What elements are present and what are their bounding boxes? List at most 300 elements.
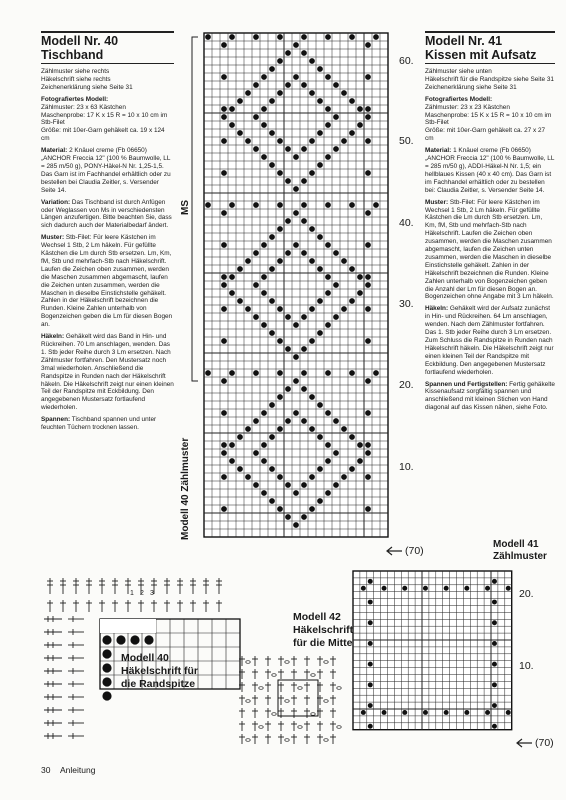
filled-cell-dot <box>253 114 259 120</box>
filled-cell-dot <box>261 154 267 160</box>
chain-symbol <box>324 700 328 703</box>
filled-cell-dot <box>485 710 490 715</box>
chart-41-subtitle: Zählmuster <box>493 551 547 562</box>
left-spannen-label: Spannen: <box>41 416 71 424</box>
left-muster-label: Muster: <box>41 234 65 242</box>
filled-cell-dot <box>444 710 449 715</box>
filled-cell-dot <box>309 258 315 264</box>
filled-cell-dot <box>221 210 227 216</box>
filled-cell-dot <box>277 506 283 512</box>
filled-cell-dot <box>309 170 315 176</box>
filled-cell-dot <box>277 58 283 64</box>
page-number: 30 <box>41 765 51 775</box>
filled-cell-dot <box>368 724 373 729</box>
filled-cell-dot <box>492 662 497 667</box>
left-spannen-text: Tischband spannen und unter feuchten Tüchern trocknen lassen. <box>41 416 157 432</box>
chain-symbol <box>337 687 341 690</box>
chart-40-row-label-10: 10. <box>399 461 414 473</box>
filled-cell-dot <box>349 298 355 304</box>
right-muster-text: Stb-Filet: Für leere Kästchen im Wechsel 1 Stb, 2 Lm häkeln. Für gefüllte Kästchen die Lm durch Stb ersetzen. Lm, Km, fM, Stb und mehrfach-Stb nach Häkelschrift. Laufen die Zeichen oben zusammen, werden die Maschen zusammen abgemascht, laufen die Zeichen unten zusammen, werden die Maschen in dieselbe Einstichstelle gehäkelt. Zahlen in der Häkelschrift bezeichnen die Runden. Kleine Zahlen unterhalb von Bogenzeichen geben die Anzahl der Lm für diesen Bogen an. Bogenzeichen ohne Angabe mit 3 Lm häkeln. <box>425 198 554 301</box>
filled-cell-dot <box>221 74 227 80</box>
filled-cell-dot <box>325 322 331 328</box>
filled-cell-dot <box>506 586 511 591</box>
chart-40-vertical-label: Modell 40 Zählmuster <box>180 437 191 540</box>
filled-cell-dot <box>368 641 373 646</box>
filled-cell-dot <box>237 466 243 472</box>
filled-cell-dot <box>301 418 307 424</box>
filled-cell-dot <box>269 402 275 408</box>
left-photo-heading: Fotografiertes Modell: <box>41 95 109 103</box>
filled-cell-dot <box>269 498 275 504</box>
filled-cell-dot <box>325 202 331 208</box>
filled-cell-dot <box>349 266 355 272</box>
filled-cell-dot <box>333 482 339 488</box>
filled-cell-dot <box>301 514 307 520</box>
filled-cell-dot <box>368 620 373 625</box>
filled-cell-dot <box>277 370 283 376</box>
filled-cell-dot <box>368 579 373 584</box>
filled-cell-dot <box>357 274 363 280</box>
chart-40-row-label-60: 60. <box>399 55 414 67</box>
filled-cell-dot <box>253 450 259 456</box>
filled-cell-dot <box>277 202 283 208</box>
filled-cell-dot <box>221 338 227 344</box>
filled-cell-dot <box>341 258 347 264</box>
filled-cell-dot <box>301 386 307 392</box>
filled-cell-dot <box>309 226 315 232</box>
filled-cell-dot <box>506 710 511 715</box>
filled-cell-dot <box>317 298 323 304</box>
middle-42-diagram <box>238 650 348 750</box>
filled-cell-dot <box>333 314 339 320</box>
filled-cell-dot <box>365 378 371 384</box>
left-material-text: 2 Knäuel creme (Fb 06650) „ANCHOR Freccia 12" (100 % Baumwolle, LL = 285 m/50 g), PONY-Häkel-N Nr. 1,25-1,5. Das Garn ist im Fachhandel erhältlich oder zu bestellen bei Claudia Zeitler, s. Versender Seite 14. <box>41 147 171 194</box>
filled-cell-dot <box>325 154 331 160</box>
footer-section: Anleitung <box>60 765 96 775</box>
filled-cell-dot <box>325 106 331 112</box>
chart-41-grid <box>353 571 513 731</box>
filled-cell-dot <box>464 710 469 715</box>
edging-40-round-3: 3 <box>150 590 154 597</box>
right-intro-1: Zählmuster siehe unten <box>425 68 492 75</box>
filled-cell-dot <box>365 506 371 512</box>
left-title: Modell Nr. 40 <box>41 34 119 48</box>
left-variation-label: Variation: <box>41 198 71 206</box>
right-intro-3: Zeichenerklärung siehe Seite 31 <box>425 83 517 91</box>
middle-42-subtitle-1: Häkelschrift <box>293 624 354 636</box>
filled-cell-dot <box>269 466 275 472</box>
chain-symbol <box>259 687 263 690</box>
filled-cell-dot <box>277 306 283 312</box>
filled-cell-dot <box>365 210 371 216</box>
left-instructions <box>41 68 174 436</box>
left-photo-line-2: Maschenprobe: 17 K x 15 R = 10 x 10 cm im Stb-Filet <box>41 111 168 127</box>
filled-cell-dot <box>269 298 275 304</box>
filled-cell-dot <box>365 306 371 312</box>
filled-cell-dot <box>269 266 275 272</box>
filled-cell-dot <box>325 410 331 416</box>
filled-cell-dot <box>285 218 291 224</box>
filled-cell-dot <box>492 620 497 625</box>
filled-cell-dot <box>253 370 259 376</box>
right-haekeln-text: Gehäkelt wird der Aufsatz zunächst in Hin- und Rückreihen. 64 Lm anschlagen, wenden. Nach dem Zählmuster fortfahren. Das 1. Stb jeder Reihe durch 3 Lm ersetzen. Zum Schluss die Randspitze in Runden nach Häkelschrift häkeln. Die Häkelschrift zeigt nur einen kleinen Teil der Randspitze mit Eckbildung. Den angegebenen Mustersatz fortlaufend wiederholen. <box>425 305 554 376</box>
filled-cell-dot <box>221 506 227 512</box>
filled-cell-dot <box>293 154 299 160</box>
filled-cell-dot <box>285 346 291 352</box>
filled-cell-dot <box>285 386 291 392</box>
chain-symbol <box>246 739 250 742</box>
filled-cell-dot <box>229 442 235 448</box>
filled-cell-dot <box>293 354 299 360</box>
filled-cell-dot <box>301 146 307 152</box>
filled-cell-dot <box>317 466 323 472</box>
filled-cell-dot <box>325 122 331 128</box>
filled-cell-dot <box>373 202 379 208</box>
filled-cell-dot <box>269 66 275 72</box>
chain-symbol <box>311 713 315 716</box>
filled-cell-dot <box>301 314 307 320</box>
filled-cell-dot <box>485 586 490 591</box>
filled-cell-dot <box>277 34 283 40</box>
chain-symbol <box>298 726 302 729</box>
filled-cell-dot <box>349 370 355 376</box>
filled-cell-dot <box>349 130 355 136</box>
chart-40-row-label-50: 50. <box>399 135 414 147</box>
filled-cell-dot <box>368 703 373 708</box>
filled-cell-dot <box>245 426 251 432</box>
right-title: Modell Nr. 41 <box>425 34 503 48</box>
filled-cell-dot <box>382 710 387 715</box>
edging-40-subtitle-1: Häkelschrift für <box>121 665 199 677</box>
filled-cell-dot <box>285 146 291 152</box>
filled-cell-dot <box>357 442 363 448</box>
chain-symbol <box>311 674 315 677</box>
filled-cell-dot <box>277 138 283 144</box>
chart-41-start-arrow <box>514 737 534 749</box>
filled-cell-dot <box>492 724 497 729</box>
filled-cell-dot <box>365 338 371 344</box>
filled-cell-dot <box>245 474 251 480</box>
filled-cell-dot <box>253 146 259 152</box>
middle-42-subtitle-2: für die Mitte <box>293 637 353 649</box>
left-subtitle-rule <box>41 63 174 64</box>
filled-cell-dot <box>373 34 379 40</box>
chart-40-start-label: (70) <box>405 545 424 557</box>
chain-symbol <box>285 700 289 703</box>
filled-cell-dot <box>293 74 299 80</box>
filled-cell-dot <box>333 250 339 256</box>
filled-cell-dot <box>361 586 366 591</box>
filled-cell-dot <box>365 474 371 480</box>
filled-cell-dot <box>285 314 291 320</box>
edging-filled-dot <box>102 663 111 672</box>
filled-cell-dot <box>333 114 339 120</box>
edging-40-round-2: 2 <box>140 590 144 597</box>
filled-cell-dot <box>221 138 227 144</box>
filled-cell-dot <box>357 458 363 464</box>
chain-symbol <box>324 661 328 664</box>
filled-cell-dot <box>317 434 323 440</box>
right-material-label: Material: <box>425 147 452 155</box>
filled-cell-dot <box>221 282 227 288</box>
left-haekeln-text: Gehäkelt wird das Band in Hin- und Rückreihen. 70 Lm anschlagen, wenden. Das 1. Stb jeder Reihe durch 3 Lm ersetzen. Nach Zählmuster fortfahren. Den Mustersatz noch 3mal wiederholen. Anschließend die Randspitze in Runden nach der Häkelschrift häkeln. Die Häkelschrift zeigt nur einen kleinen Teil der Randspitze mit Eckbildung. Den angegebenen Mustersatz fortlaufend wiederholen. <box>41 333 174 412</box>
filled-cell-dot <box>285 82 291 88</box>
filled-cell-dot <box>464 586 469 591</box>
filled-cell-dot <box>261 458 267 464</box>
edging-40-subtitle-2: die Randspitze <box>121 678 196 690</box>
filled-cell-dot <box>269 434 275 440</box>
chart-41-start-label: (70) <box>535 737 554 749</box>
filled-cell-dot <box>357 290 363 296</box>
chain-symbol <box>272 713 276 716</box>
filled-cell-dot <box>237 298 243 304</box>
filled-cell-dot <box>325 274 331 280</box>
filled-cell-dot <box>261 290 267 296</box>
filled-cell-dot <box>365 282 371 288</box>
filled-cell-dot <box>301 202 307 208</box>
right-spannen-text: Fertig gehäkelte Kissenaufsatz sorgfältig spannen und anschließend mit kleinen Stichen von Hand diagonal auf das Kissen nähen, siehe Foto. <box>425 380 555 412</box>
filled-cell-dot <box>285 514 291 520</box>
filled-cell-dot <box>245 138 251 144</box>
filled-cell-dot <box>325 458 331 464</box>
filled-cell-dot <box>361 710 366 715</box>
filled-cell-dot <box>341 138 347 144</box>
filled-cell-dot <box>253 482 259 488</box>
filled-cell-dot <box>261 74 267 80</box>
right-instructions <box>425 68 555 416</box>
filled-cell-dot <box>368 682 373 687</box>
filled-cell-dot <box>293 378 299 384</box>
filled-cell-dot <box>365 42 371 48</box>
filled-cell-dot <box>423 586 428 591</box>
chart-40-ms-bracket <box>190 36 200 386</box>
edging-filled-dot <box>116 635 125 644</box>
chart-40-row-label-20: 20. <box>399 379 414 391</box>
filled-cell-dot <box>325 242 331 248</box>
left-haekeln-label: Häkeln: <box>41 333 65 341</box>
filled-cell-dot <box>229 106 235 112</box>
filled-cell-dot <box>229 122 235 128</box>
filled-cell-dot <box>382 586 387 591</box>
chart-40-ms-label: MS <box>180 200 191 215</box>
filled-cell-dot <box>285 178 291 184</box>
filled-cell-dot <box>221 306 227 312</box>
filled-cell-dot <box>492 641 497 646</box>
filled-cell-dot <box>301 370 307 376</box>
filled-cell-dot <box>293 322 299 328</box>
filled-cell-dot <box>309 138 315 144</box>
filled-cell-dot <box>444 586 449 591</box>
filled-cell-dot <box>365 242 371 248</box>
filled-cell-dot <box>205 370 211 376</box>
filled-cell-dot <box>365 114 371 120</box>
filled-cell-dot <box>301 482 307 488</box>
edging-filled-dot <box>102 649 111 658</box>
filled-cell-dot <box>253 314 259 320</box>
chain-symbol <box>259 726 263 729</box>
filled-cell-dot <box>205 34 211 40</box>
filled-cell-dot <box>229 274 235 280</box>
filled-cell-dot <box>253 82 259 88</box>
right-material-text: 1 Knäuel creme (Fb 06650) „ANCHOR Freccia 12" (100 % Baumwolle, LL = 285 m/50 g), ADDI-Häkel-N Nr. 1,5; ein hellblaues Kissen (40 x 40 cm). Das Garn ist im Fachhandel erhältlich oder zu bestellen bei: Claudia Zeitler, s. Versender Seite 14. <box>425 147 555 194</box>
filled-cell-dot <box>293 186 299 192</box>
filled-cell-dot <box>365 442 371 448</box>
right-photo-heading: Fotografiertes Modell: <box>425 95 493 103</box>
edging-blank <box>100 619 156 633</box>
filled-cell-dot <box>492 600 497 605</box>
filled-cell-dot <box>221 242 227 248</box>
filled-cell-dot <box>285 50 291 56</box>
edging-filled-dot <box>130 635 139 644</box>
chart-40-start-arrow <box>384 545 404 557</box>
filled-cell-dot <box>341 306 347 312</box>
edging-filled-dot <box>102 677 111 686</box>
filled-cell-dot <box>277 426 283 432</box>
filled-cell-dot <box>221 378 227 384</box>
filled-cell-dot <box>229 370 235 376</box>
filled-cell-dot <box>402 710 407 715</box>
chain-symbol <box>285 739 289 742</box>
filled-cell-dot <box>293 210 299 216</box>
filled-cell-dot <box>309 306 315 312</box>
chart-40-grid <box>204 33 389 553</box>
chain-symbol <box>246 700 250 703</box>
filled-cell-dot <box>261 106 267 112</box>
left-intro-3: Zeichenerklärung siehe Seite 31 <box>41 83 133 91</box>
filled-cell-dot <box>349 98 355 104</box>
filled-cell-dot <box>205 202 211 208</box>
filled-cell-dot <box>221 474 227 480</box>
filled-cell-dot <box>317 66 323 72</box>
filled-cell-dot <box>221 274 227 280</box>
filled-cell-dot <box>269 162 275 168</box>
filled-cell-dot <box>293 42 299 48</box>
chain-symbol <box>324 739 328 742</box>
filled-cell-dot <box>237 266 243 272</box>
filled-cell-dot <box>365 74 371 80</box>
filled-cell-dot <box>293 490 299 496</box>
filled-cell-dot <box>261 122 267 128</box>
chart-41-title: Modell 41 <box>493 539 539 550</box>
filled-cell-dot <box>245 258 251 264</box>
filled-cell-dot <box>317 234 323 240</box>
filled-cell-dot <box>309 506 315 512</box>
filled-cell-dot <box>277 226 283 232</box>
filled-cell-dot <box>341 90 347 96</box>
filled-cell-dot <box>277 90 283 96</box>
filled-cell-dot <box>373 370 379 376</box>
right-photo-line-3: Größe: mit 10er-Garn gehäkelt ca. 27 x 27 cm <box>425 127 546 143</box>
filled-cell-dot <box>309 474 315 480</box>
filled-cell-dot <box>333 82 339 88</box>
edging-filled-dot <box>144 635 153 644</box>
filled-cell-dot <box>237 98 243 104</box>
filled-cell-dot <box>492 579 497 584</box>
filled-cell-dot <box>317 162 323 168</box>
filled-cell-dot <box>245 306 251 312</box>
chart-41-row-label-20: 20. <box>519 588 534 600</box>
filled-cell-dot <box>221 42 227 48</box>
filled-cell-dot <box>229 290 235 296</box>
filled-cell-dot <box>309 394 315 400</box>
filled-cell-dot <box>368 600 373 605</box>
filled-cell-dot <box>221 450 227 456</box>
chart-41-row-label-10: 10. <box>519 660 534 672</box>
right-haekeln-label: Häkeln: <box>425 305 449 313</box>
filled-cell-dot <box>309 426 315 432</box>
right-photo-line-1: Zählmuster: 23 x 23 Kästchen <box>425 103 510 111</box>
left-photo-line-3: Größe: mit 10er-Garn gehäkelt ca. 19 x 124 cm <box>41 127 165 143</box>
left-intro-1: Zählmuster siehe rechts <box>41 68 110 75</box>
filled-cell-dot <box>301 250 307 256</box>
filled-cell-dot <box>269 130 275 136</box>
filled-cell-dot <box>301 346 307 352</box>
filled-cell-dot <box>317 98 323 104</box>
filled-cell-dot <box>309 58 315 64</box>
filled-cell-dot <box>365 410 371 416</box>
filled-cell-dot <box>317 330 323 336</box>
filled-cell-dot <box>253 250 259 256</box>
filled-cell-dot <box>365 106 371 112</box>
filled-cell-dot <box>261 410 267 416</box>
right-spannen-label: Spannen und Fertigstellen: <box>425 380 508 388</box>
filled-cell-dot <box>229 458 235 464</box>
filled-cell-dot <box>221 410 227 416</box>
right-subtitle-rule <box>425 63 555 64</box>
filled-cell-dot <box>317 402 323 408</box>
filled-cell-dot <box>237 130 243 136</box>
filled-cell-dot <box>221 106 227 112</box>
filled-cell-dot <box>261 242 267 248</box>
right-title-rule <box>425 31 555 33</box>
filled-cell-dot <box>245 90 251 96</box>
filled-cell-dot <box>317 266 323 272</box>
filled-cell-dot <box>325 74 331 80</box>
filled-cell-dot <box>285 250 291 256</box>
filled-cell-dot <box>261 274 267 280</box>
filled-cell-dot <box>301 178 307 184</box>
filled-cell-dot <box>293 242 299 248</box>
filled-cell-dot <box>277 394 283 400</box>
right-intro-2: Häkelschrift für die Randspitze siehe Seite 31 <box>425 75 554 83</box>
filled-cell-dot <box>423 710 428 715</box>
edging-filled-dot <box>102 691 111 700</box>
filled-cell-dot <box>253 282 259 288</box>
filled-cell-dot <box>269 234 275 240</box>
filled-cell-dot <box>269 330 275 336</box>
filled-cell-dot <box>365 450 371 456</box>
right-subtitle: Kissen mit Aufsatz <box>425 48 537 62</box>
filled-cell-dot <box>277 474 283 480</box>
edging-40-title: Modell 40 <box>121 652 169 664</box>
filled-cell-dot <box>349 466 355 472</box>
filled-cell-dot <box>285 482 291 488</box>
filled-cell-dot <box>253 418 259 424</box>
filled-cell-dot <box>277 170 283 176</box>
right-muster-label: Muster: <box>425 198 449 206</box>
left-subtitle: Tischband <box>41 48 104 62</box>
filled-cell-dot <box>349 202 355 208</box>
middle-42-title: Modell 42 <box>293 611 341 623</box>
filled-cell-dot <box>365 170 371 176</box>
filled-cell-dot <box>325 34 331 40</box>
edging-filled-dot <box>102 635 111 644</box>
chart-40-row-label-40: 40. <box>399 217 414 229</box>
filled-cell-dot <box>333 282 339 288</box>
chain-symbol <box>272 674 276 677</box>
filled-cell-dot <box>285 418 291 424</box>
filled-cell-dot <box>229 34 235 40</box>
